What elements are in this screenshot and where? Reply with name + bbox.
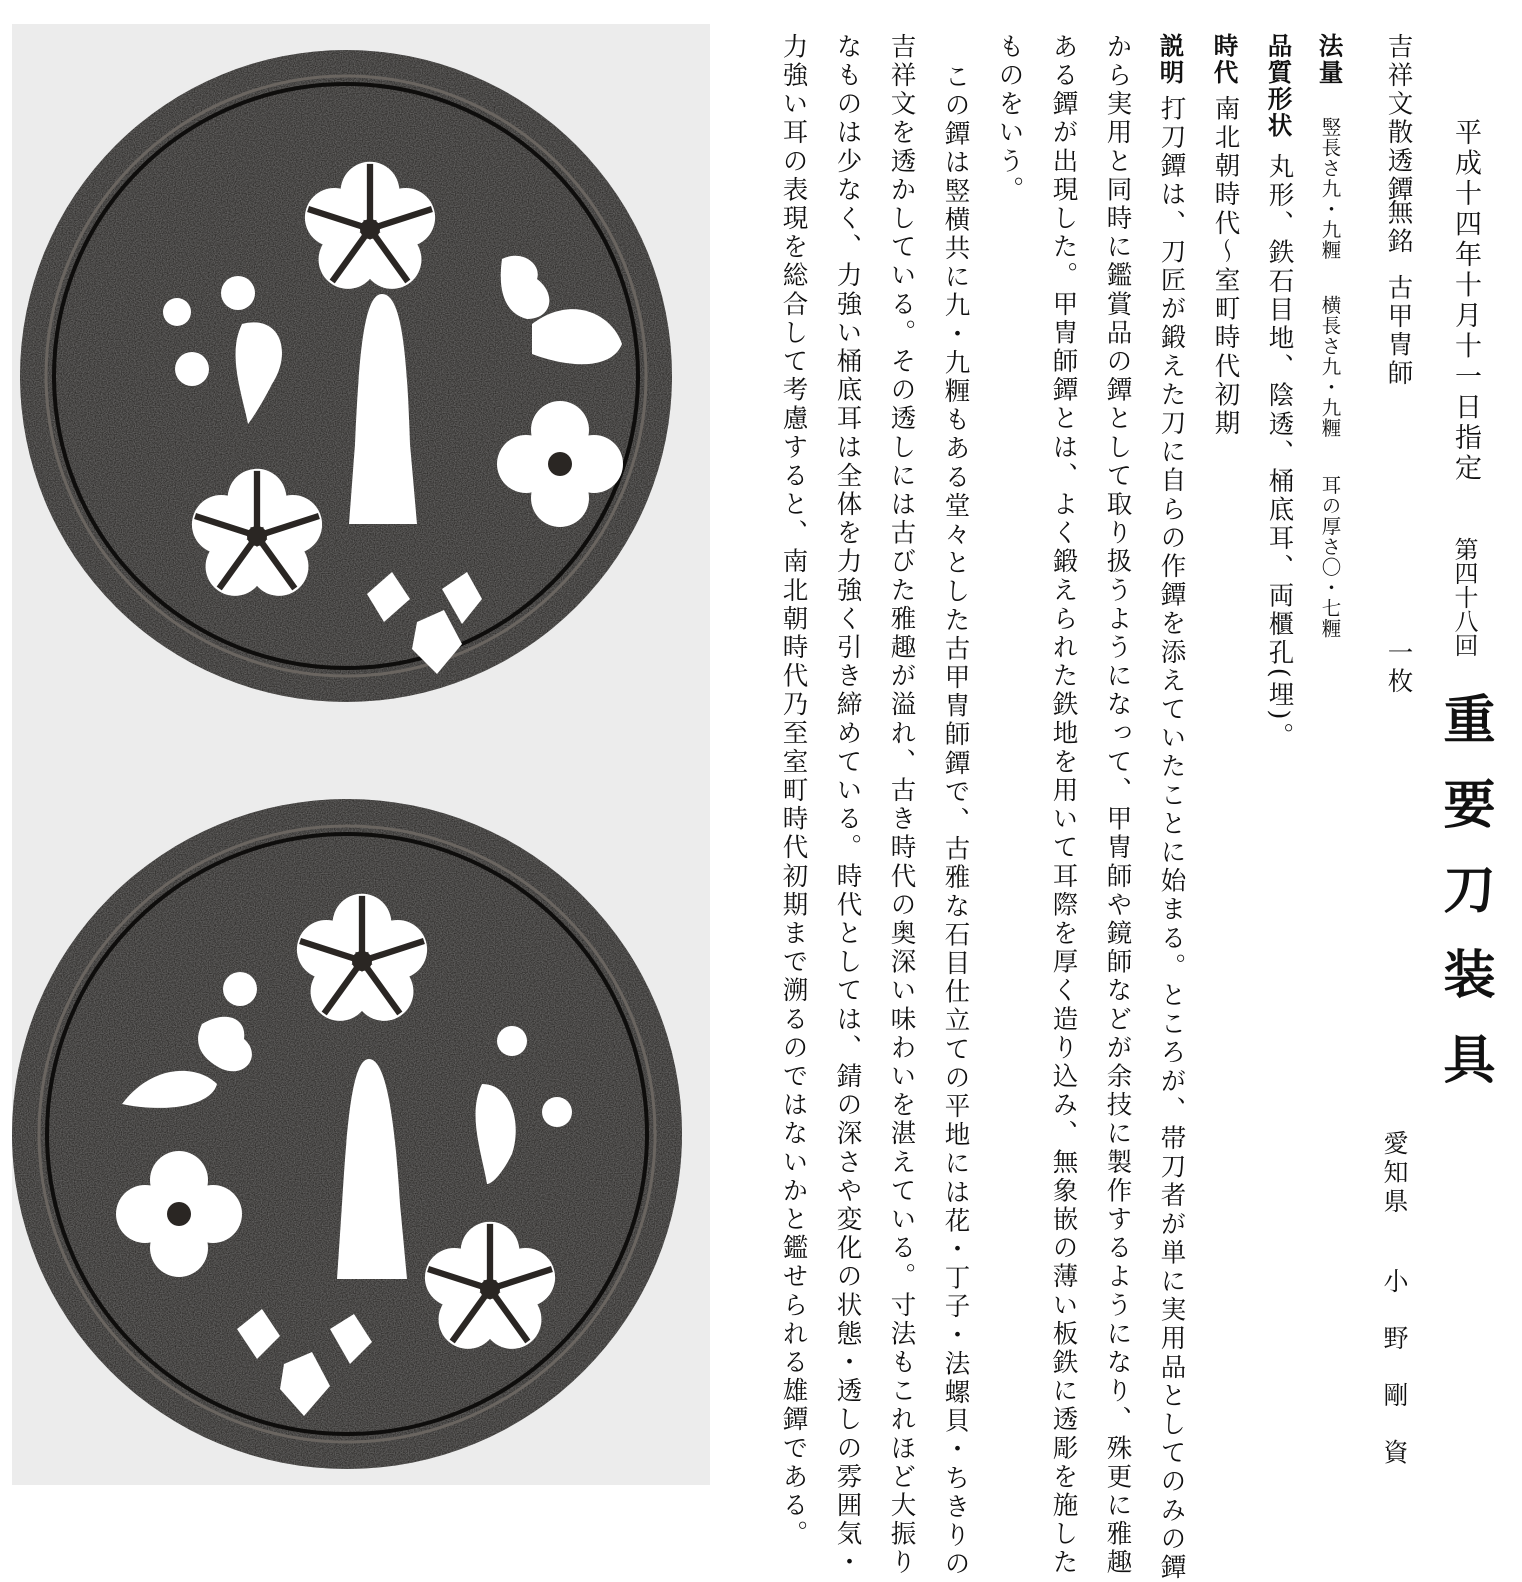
form-value: 丸形、鉄石目地、陰透、桶底耳、両櫃孔(埋)。 <box>1264 153 1295 752</box>
para1-line-3: ある鐔が出現した。甲冑師鐔とは、よく鍛えられた鉄地を用いて耳際を厚く造り込み、無象嵌の薄い板鉄に透彫を施した <box>1048 33 1079 1578</box>
photo-panel <box>12 24 710 1485</box>
item-count: 一枚 <box>1383 639 1414 696</box>
prefecture: 愛知県 <box>1380 1130 1409 1217</box>
tsuba-photographs <box>12 24 710 1485</box>
para2-line-3: なものは少なく、力強い桶底耳は全体を力強く引き締めている。時代としては、錆の深さや変化の状態・透しの雰囲気・ <box>832 33 863 1578</box>
para2-line-2: 吉祥文を透かしている。その透しには古びた雅趣が溢れ、古き時代の奥深い味わいを湛えている。寸法もこれほど大振り <box>886 33 917 1578</box>
explanation-label: 説明 <box>1156 33 1186 86</box>
measurement-width: 横長さ九・九糎 <box>1318 295 1342 439</box>
measurements-label: 法量 <box>1315 33 1345 86</box>
owner-name: 小野剛資 <box>1380 1268 1409 1496</box>
para1-line-2: から実用と同時に鑑賞品の鐔として取り扱うようになって、甲冑師や鏡師などが余技に製作するようになり、殊更に雅趣 <box>1102 33 1133 1578</box>
para2-line-1: この鐔は竪横共に九・九糎もある堂々とした古甲冑師鐔で、古雅な石目仕立ての平地には花・丁子・法螺貝・ちきりの <box>940 63 971 1579</box>
para2-line-4: 力強い耳の表現を総合して考慮すると、南北朝時代乃至室町時代初期まで溯るのではないかと鑑せられる雄鐔である。 <box>778 33 809 1549</box>
item-maker: 古甲冑師 <box>1383 274 1414 388</box>
tsuba-front-icon <box>20 50 672 702</box>
item-title: 吉祥文散透鐔 <box>1383 33 1414 204</box>
measurement-rim: 耳の厚さ〇・七糎 <box>1318 475 1342 639</box>
category-title: 重要刀装具 <box>1434 692 1495 1117</box>
tsuba-back-icon <box>12 799 682 1469</box>
period-value: 南北朝時代〜室町時代初期 <box>1210 95 1241 439</box>
form-label: 品質形状 <box>1264 33 1294 139</box>
item-signature: 無銘 <box>1383 199 1414 256</box>
session-number: 第四十八回 <box>1450 537 1478 657</box>
designation-date: 平成十四年十月十一日指定 <box>1450 118 1481 484</box>
measurement-height: 竪長さ九・九糎 <box>1318 117 1342 261</box>
para1-line-4: ものをいう。 <box>994 33 1025 205</box>
period-label: 時代 <box>1210 33 1240 86</box>
para1-line-1: 打刀鐔は、刀匠が鍛えた刀に自らの作鐔を添えていたことに始まる。ところが、帯刀者が単に実用品としてのみの鐔 <box>1156 95 1187 1582</box>
